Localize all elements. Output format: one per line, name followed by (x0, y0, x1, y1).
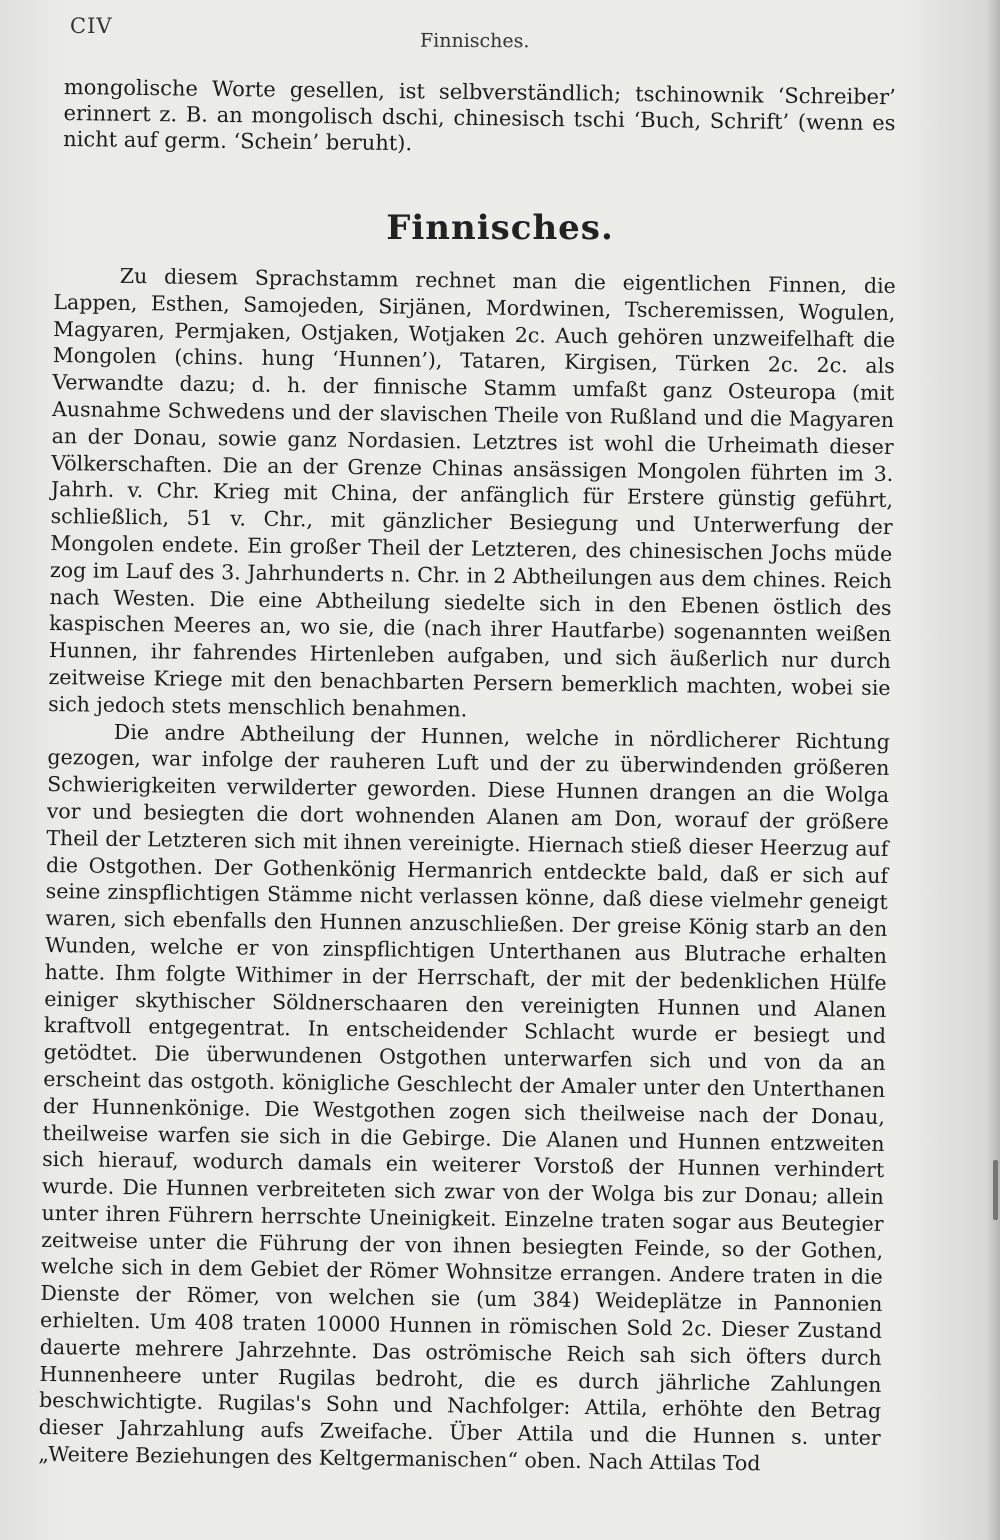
running-head: Finnisches. (419, 29, 530, 53)
section-heading: Finnisches. (386, 208, 614, 248)
page-edge-shadow (986, 0, 1000, 1540)
continued-paragraph (63, 74, 896, 162)
paragraph-2: Die andre Abtheilung der Hunnen, welche in nördlicherer Richtung gezogen, war infolge der rauheren Luft und der zu überwindenden größeren Schwierigkeiten verwilderter geworden. Diese Hunnen drangen an die Wolga vor und besiegten die dort wohnenden Alanen am Don, worauf der größere Theil der Letzteren sich mit ihnen vereinigte. Hiernach stieß dieser Heerzug auf die Ostgothen. Der Gothenkönig Hermanrich entdeckte bald, daß er sich auf seine zinspflichtigen Stämme nicht verlassen könne, daß diese vielmehr geneigt waren, sich ebenfalls den Hunnen anzuschließen. Der greise König starb an den Wunden, welche er von zinspflichtigen Unterthanen aus Blutrache erhalten hatte. Ihm folgte Withimer in der Herrschaft, der mit der bedenklichen Hülfe einiger skythischer Söldnerschaaren den vereinigten Hunnen und Alanen kraftvoll entgegentrat. In entscheidender Schlacht wurde er besiegt und getödtet. Die überwundenen Ostgothen unterwarfen sich und von da an erscheint das ostgoth. königliche Geschlecht der Amaler unter den Unterthanen der Hunnenkönige. Die Westgothen zogen sich theilweise nach der Donau, theilweise warfen sie sich in die Gebirge. Die Alanen und Hunnen entzweiten sich hierauf, wodurch damals ein weiterer Vorstoß der Hunnen verhindert wurde. Die Hunnen verbreiteten sich zwar von der Wolga bis zur Donau; allein unter ihren Führern herrschte Uneinigkeit. Einzelne traten sogar aus Beutegier zeitweise unter die Führung der von ihnen besiegten Feinde, so der Gothen, welche sich in dem Gebiet der Römer Wohnsitze errangen. Andere traten in die Dienste der Römer, von welchen sie (um 384) Weideplätze in Pannonien erhielten. Um 408 traten 10000 Hunnen in römischen Sold 2c. Dieser Zustand dauerte mehrere Jahrzehnte. Das oströmische Reich sah sich öfters durch Hunnenheere unter Rugilas bedroht, die es durch jährliche Zahlungen beschwichtigte. Rugilas's Sohn und Nachfolger: Attila, erhöhte den Betrag dieser Jahrzahlung aufs Zweifache. Über Attila und die Hunnen s. unter „Weitere Beziehungen des Keltgermanischen“ oben. Nach Attilas Tod (38, 719, 890, 1476)
paragraph-text: mongolische Worte gesellen, ist selbverständlich; tschinownik ‘Schreiber’ erinnert z. B. an mongolisch dschi, chinesisch tschi ‘Buch, Schrift’ (wenn es nicht auf germ. ‘Schein’ beruht). (63, 74, 896, 156)
page-edge-mark (993, 1160, 998, 1220)
paragraph-1: Zu diesem Sprachstamm rechnet man die eigentlichen Finnen, die Lappen, Esthen, Samojeden, Sirjänen, Mordwinen, Tscheremissen, Wogulen, Magyaren, Permjaken, Ostjaken, Wotjaken 2c. Auch gehören unzweifelhaft die Mongolen (chins. hung ‘Hunnen’), Tataren, Kirgisen, Türken 2c. 2c. als Verwandte dazu; d. h. der finnische Stamm umfaßt ganz Osteuropa (mit Ausnahme Schwedens und der slavischen Theile von Rußland und die Magyaren an der Donau, sowie ganz Nordasien. Letztres ist wohl die Urheimath dieser Völkerschaften. Die an der Grenze Chinas ansässigen Mongolen führten im 3. Jahrh. v. Chr. Krieg mit China, der anfänglich für Erstere günstig geführt, schließlich, 51 v. Chr., mit gänzlicher Besiegung und Unterwerfung der Mongolen endete. Ein großer Theil der Letzteren, des chinesischen Jochs müde zog im Lauf des 3. Jahrhunderts n. Chr. in 2 Abtheilungen aus dem chines. Reich nach Westen. Die eine Abtheilung siedelte sich in den Ebenen östlich des kaspischen Meeres an, wo sie, die (nach ihrer Hautfarbe) sogenannten weißen Hunnen, ihr fahrendes Hirtenleben aufgaben, und sich äußerlich nur durch zeitweise Kriege mit den benachbarten Persern bemerklich machten, wobei sie sich jedoch stets menschlich benahmen. (48, 263, 896, 722)
section-body (38, 262, 896, 1479)
page-number: CIV (70, 14, 113, 38)
